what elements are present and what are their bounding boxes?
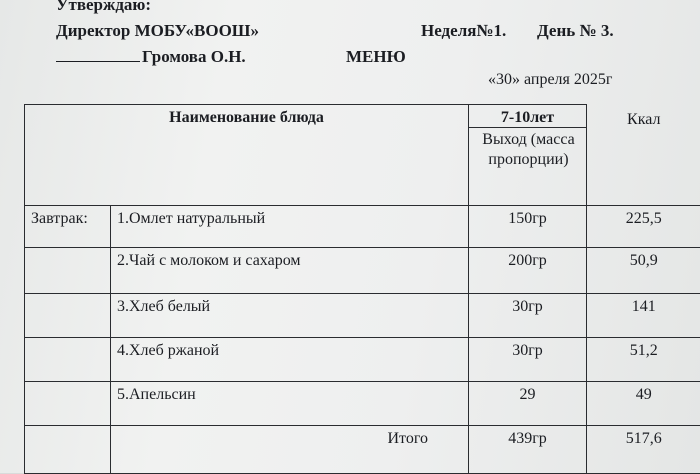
table-row	[25, 248, 700, 294]
table-row	[25, 382, 700, 426]
total-label: Итого	[111, 426, 469, 474]
dish-yield: 30гр	[469, 338, 587, 382]
dish-name: 2.Чай с молоком и сахаром	[111, 248, 469, 294]
dish-kcal: 51,2	[587, 338, 700, 382]
signature-block	[56, 48, 246, 65]
column-yield-header: Выход (масса пропорции)	[469, 128, 587, 206]
dish-name: 1.Омлет натуральный	[111, 206, 469, 248]
menu-table	[24, 104, 700, 474]
column-dish-header: Наименование блюда	[25, 105, 469, 206]
dish-name: 4.Хлеб ржаной	[111, 338, 469, 382]
week-label: Неделя№1.	[421, 22, 506, 39]
meal-cell-empty	[25, 382, 111, 426]
table-row	[25, 206, 700, 248]
meal-cell-empty	[25, 294, 111, 338]
table-row	[25, 294, 700, 338]
document-date: «30» апреля 2025г	[488, 72, 612, 88]
dish-name: 3.Хлеб белый	[111, 294, 469, 338]
signature-name: Громова О.Н.	[142, 47, 246, 66]
dish-kcal: 141	[587, 294, 700, 338]
meal-label: Завтрак:	[25, 206, 111, 248]
total-yield: 439гр	[469, 426, 587, 474]
document-title: МЕНЮ	[346, 48, 406, 65]
table-total-row	[25, 426, 700, 474]
dish-kcal: 49	[587, 382, 700, 426]
meal-cell-empty	[25, 338, 111, 382]
dish-yield: 30гр	[469, 294, 587, 338]
total-kcal: 517,6	[587, 426, 700, 474]
meal-cell-empty	[25, 426, 111, 474]
dish-yield: 150гр	[469, 206, 587, 248]
dish-name: 5.Апельсин	[111, 382, 469, 426]
approve-label: Утверждаю:	[56, 0, 151, 13]
signature-line	[56, 61, 140, 62]
dish-yield: 200гр	[469, 248, 587, 294]
column-age-header: 7-10лет	[469, 105, 587, 128]
column-kcal-header: Ккал	[587, 105, 700, 206]
table-header-row	[25, 105, 700, 128]
director-line: Директор МОБУ«ВООШ»	[56, 22, 259, 39]
dish-kcal: 50,9	[587, 248, 700, 294]
dish-yield: 29	[469, 382, 587, 426]
table-row	[25, 338, 700, 382]
meal-cell-empty	[25, 248, 111, 294]
day-label: День № 3.	[537, 22, 614, 39]
dish-kcal: 225,5	[587, 206, 700, 248]
